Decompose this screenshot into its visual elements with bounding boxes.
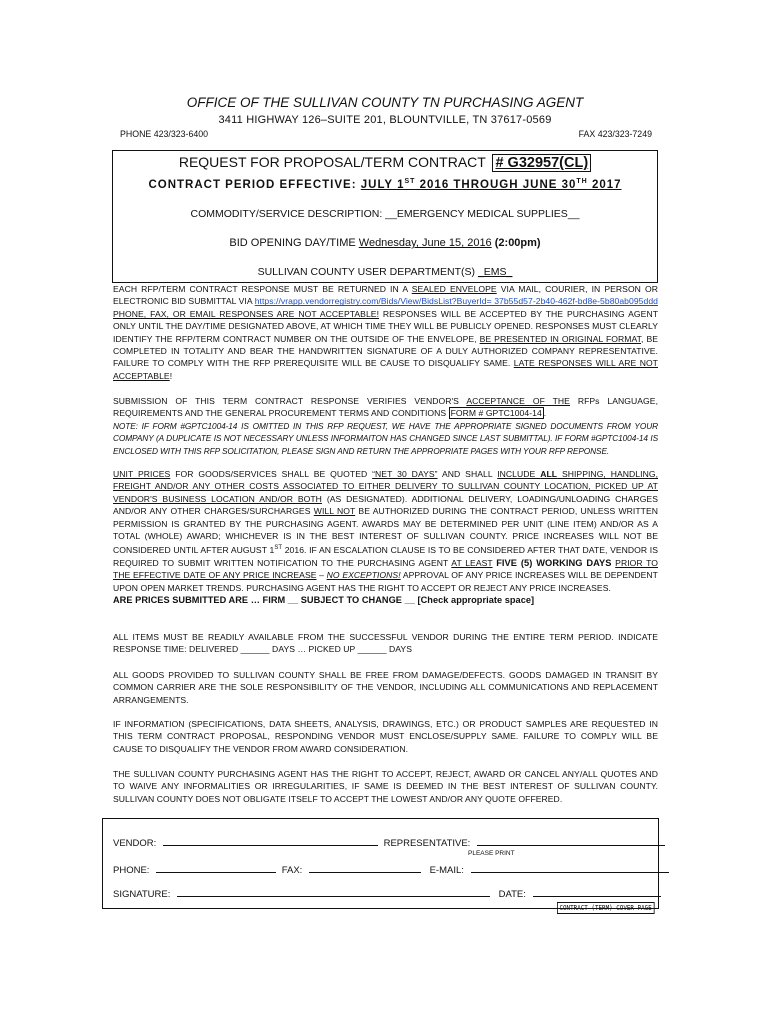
form-note: NOTE: IF FORM #GPTC1004-14 IS OMITTED IN THIS RFP REQUEST, WE HAVE THE APPROPRIATE SIGNED DOCUMENTS FROM YOUR COMPANY (A DUPLICATE IS NOT NECESSARY UNLESS INFORMAITON HAS CHANGED SINCE LAST SUBMITTAL). IF FORM #GPTC1004-14 IS ENCLOSED WITH THIS RFP SOLICITATION, PLEASE SIGN AND RETURN THE APPROPRIATE PAGES WITH YOUR RFP REPONSE. [113,420,658,456]
rfp-title-row [112,154,658,172]
terms-acceptance: SUBMISSION OF THIS TERM CONTRACT RESPONSE VERIFIES VENDOR'S ACCEPTANCE OF THE RFPs LANGUAGE, REQUIREMENTS AND THE GENERAL PROCUREMENT TERMS AND CONDITIONS FORM # GPTC1004-14 . NOTE: IF FORM #GPTC1004-14 IS OMITTED IN THIS RFP REQUEST, WE HAVE THE APPROPRIATE SIGNED DOCUMENTS FROM YOUR COMPANY (A DUPLICATE IS NOT NECESSARY UNLESS INFORMAITON HAS CHANGED SINCE LAST SUBMITTAL). IF FORM #GPTC1004-14 IS ENCLOSED WITH THIS RFP SOLICITATION, PLEASE SIGN AND RETURN THE APPROPRIATE PAGES WITH YOUR RFP REPONSE. [113,396,659,456]
damage-terms: ALL GOODS PROVIDED TO SULLIVAN COUNTY SHALL BE FREE FROM DAMAGE/DEFECTS. GOODS DAMAGED IN TRANSIT BY COMMON CARRIER ARE THE SOLE RESPONSIBILITY OF THE VENDOR, INCLUDING ALL COMMUNICATIONS AND REPLACEMENT ARRANGEMENTS. [113,670,658,705]
date-label: DATE: [498,889,526,900]
fax-field[interactable] [309,863,421,873]
email-field[interactable] [471,863,669,873]
bid-opening-time: (2:00pm) [494,237,541,249]
rfp-title: REQUEST FOR PROPOSAL/TERM CONTRACT [178,154,486,170]
department-row [112,266,658,278]
contract-period [112,178,658,191]
award-terms: THE SULLIVAN COUNTY PURCHASING AGENT HAS THE RIGHT TO ACCEPT, REJECT, AWARD OR CANCEL ANY/ALL QUOTES AND TO WAIVE ANY INFORMALITIES OR IRREGULARITIES, IF SAME IS DEEMED IN THE BEST INTEREST OF SULLIVAN COUNTY. SULLIVAN COUNTY DOES NOT OBLIGATE ITSELF TO ACCEPT THE LOWEST AND/OR ANY QUOTE OFFERED. [113,769,658,804]
pricing-terms: UNIT PRICES FOR GOODS/SERVICES SHALL BE QUOTED “NET 30 DAYS” AND SHALL INCLUDE ALL SHIPPING, HANDLING, FREIGHT AND/OR ANY OTHER COSTS ASSOCIATED TO EITHER DELIVERY TO SULLIVAN COUNTY LOCATION, PICKED UP AT VENDOR'S BUSINESS LOCATION AND/OR BOTH (AS DESIGNATED). ADDITIONAL DELIVERY, LOADING/UNLOADING CHARGES AND/OR ANY OTHER CHARGES/SURCHARGES WILL NOT BE AUTHORIZED DURING THE CONTRACT PERIOD, UNLESS WRITTEN PERMISSION IS GRANTED BY THE PURCHASING AGENT. AWARDS MAY BE DETERMINED PER UNIT (LINE ITEM) AND/OR AS A TOTAL (WHOLE) AWARD; WHICHEVER IS IN THE BEST INTEREST OF SULLIVAN COUNTY. PRICE INCREASES WILL NOT BE CONSIDERED UNTIL AFTER AUGUST 1ST 2016. IF AN ESCALATION CLAUSE IS TO BE CONSIDERED AFTER THAT DATE, VENDOR IS REQUIRED TO SUBMIT WRITTEN NOTIFICATION TO THE PURCHASING AGENT AT LEAST FIVE (5) WORKING DAYS PRIOR TO THE EFFECTIVE DATE OF ANY PRICE INCREASE – NO EXCEPTIONS! APPROVAL OF ANY PRICE INCREASES WILL BE DEPENDENT UPON OPEN MARKET TRENDS. PURCHASING AGENT HAS THE RIGHT TO ACCEPT OR REJECT ANY PRICE INCREASES. ARE PRICES SUBMITTED ARE … FIRM __ SUBJECT TO CHANGE __ [Check appropriate space] [113,469,659,605]
phone-field[interactable] [156,863,276,873]
office-phone: PHONE 423/323-6400 [120,129,209,139]
cover-page-tag: CONTRACT (TERM) COVER PAGE [557,902,654,914]
period-label: CONTRACT PERIOD EFFECTIVE: [148,178,357,191]
commodity-value: __EMERGENCY MEDICAL SUPPLIES__ [385,208,580,220]
representative-field[interactable] [477,836,665,846]
signature-row [113,887,661,900]
signature-field[interactable] [177,887,490,897]
phone-label: PHONE: [113,865,150,876]
submission-instructions: EACH RFP/TERM CONTRACT RESPONSE MUST BE RETURNED IN A SEALED ENVELOPE VIA MAIL, COURIER, IN PERSON OR ELECTRONIC BID SUBMITTAL VIA https://vrapp.vendorregistry.com/Bids/View/BidsList?BuyerId= 37b55d57-2b40-462f-bd8e-5b80ab095ddd PHONE, FAX, OR EMAIL RESPONSES ARE NOT ACCEPTABLE! RESPONSES WILL BE ACCEPTED BY THE PURCHASING AGENT ONLY UNTIL THE DAY/TIME DESIGNATED ABOVE, AT WHICH TIME THEY WILL BE PUBLICLY OPENED. RESPONSES MUST CLEARLY IDENTIFY THE RFP/TERM CONTRACT NUMBER ON THE OUTSIDE OF THE ENVELOPE, BE PRESENTED IN ORIGINAL FORMAT, BE COMPLETED IN TOTALITY AND BEAR THE HANDWRITTEN SIGNATURE OF A DULY AUTHORIZED COMPANY REPRESENTATIVE. FAILURE TO COMPLY WITH THE RFP PREREQUISITE WILL BE CAUSE TO DISQUALIFY SAME. LATE RESPONSES WILL ARE NOT ACCEPTABLE! [113,284,659,381]
email-label: E-MAIL: [429,865,464,876]
vendor-row [113,836,665,849]
form-number: FORM # GPTC1004-14 [450,408,542,419]
office-fax: FAX 423/323-7249 [578,129,652,139]
date-field[interactable] [533,887,661,897]
bid-opening-date: Wednesday, June 15, 2016 [358,237,492,249]
signature-label: SIGNATURE: [113,889,171,900]
vendor-registry-link[interactable]: https://vrapp.vendorregistry.com/Bids/View/BidsList?BuyerId= 37b55d57-2b40-462f-bd8e-5b80ab095ddd [254,296,658,307]
vendor-label: VENDOR: [113,838,157,849]
contact-row [113,863,669,876]
office-title: OFFICE OF THE SULLIVAN COUNTY TN PURCHASING AGENT [186,95,584,110]
rfp-number: # G32957(CL) [492,154,591,172]
office-address: 3411 HIGHWAY 126–SUITE 201, BLOUNTVILLE, TN 37617-0569 [218,114,552,126]
bid-opening-label: BID OPENING DAY/TIME [229,237,356,249]
vendor-field[interactable] [163,836,378,846]
department-value: _EMS_ [477,266,513,278]
representative-label: REPRESENTATIVE: [383,838,471,849]
department-label: SULLIVAN COUNTY USER DEPARTMENT(S) [257,266,476,278]
commodity-row [112,208,658,220]
bid-opening-row [112,237,658,249]
samples-terms: IF INFORMATION (SPECIFICATIONS, DATA SHEETS, ANALYSIS, DRAWINGS, ETC.) OR PRODUCT SAMPLES ARE REQUESTED IN THIS TERM CONTRACT PROPOSAL, RESPONDING VENDOR MUST ENCLOSE/SUPPLY SAME. FAILURE TO COMPLY WILL BE CAUSE TO DISQUALIFY THE VENDOR FROM AWARD CONSIDERATION. [113,719,658,754]
please-print-note: PLEASE PRINT [468,850,515,857]
commodity-label: COMMODITY/SERVICE DESCRIPTION: [190,208,383,220]
prices-firm-line: ARE PRICES SUBMITTED ARE … FIRM __ SUBJECT TO CHANGE __ [Check appropriate space] [113,594,535,605]
fax-label: FAX: [281,865,303,876]
availability-terms: ALL ITEMS MUST BE READILY AVAILABLE FROM THE SUCCESSFUL VENDOR DURING THE ENTIRE TERM PERIOD. INDICATE RESPONSE TIME: DELIVERED ______ DAYS … PICKED UP ______ DAYS [113,632,658,655]
period-dates: JULY 1ST 2016 THROUGH JUNE 30TH 2017 [360,178,622,191]
